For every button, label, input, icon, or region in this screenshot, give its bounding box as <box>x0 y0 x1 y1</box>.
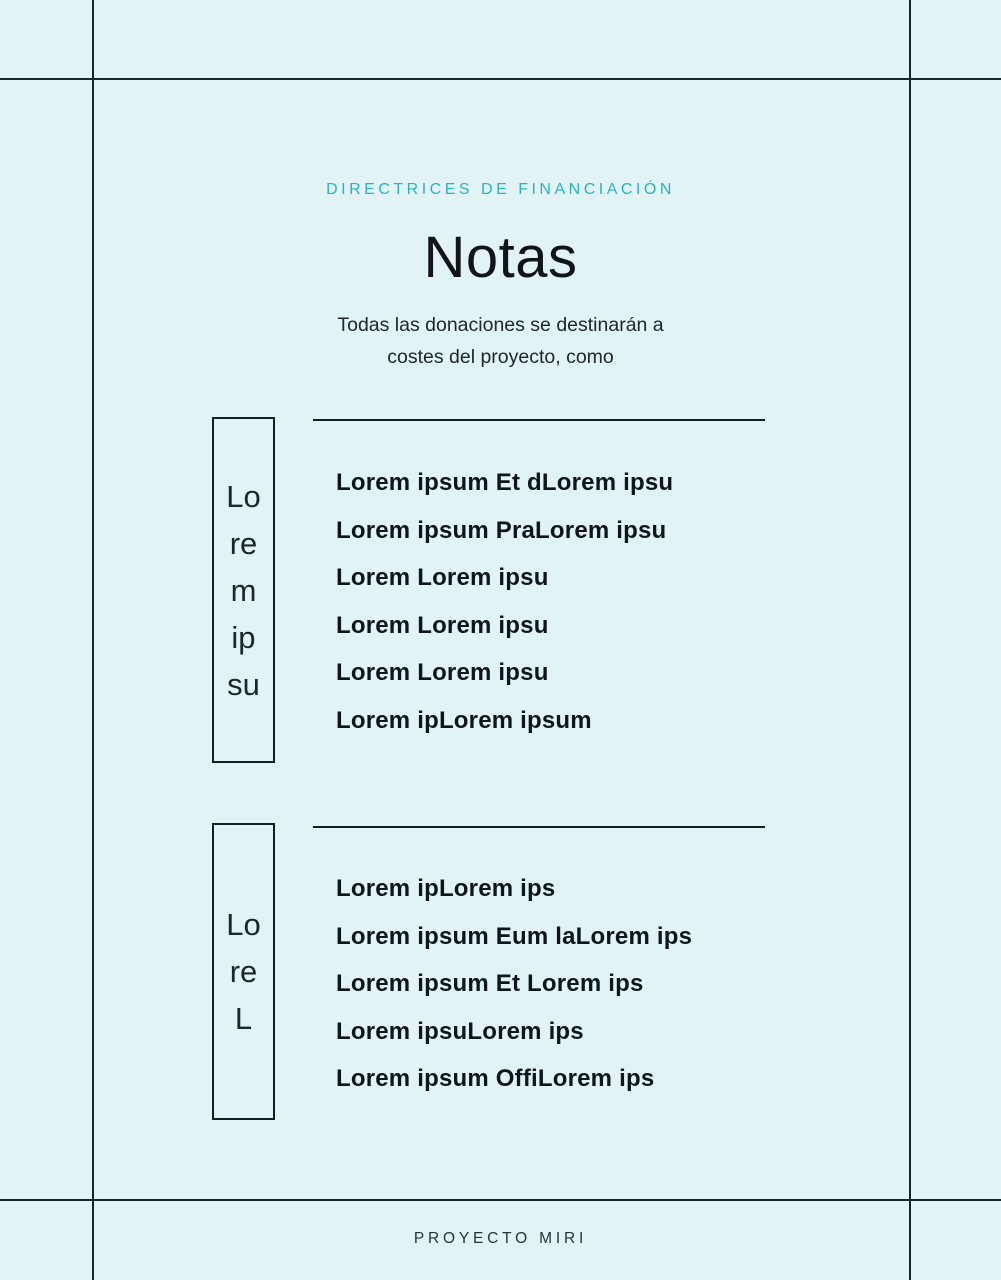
side-label-line: ip <box>231 619 256 655</box>
section-2-item-list <box>336 865 896 1103</box>
list-item: Lorem Lorem ipsu <box>336 659 549 687</box>
list-item: Lorem ipsum OffiLorem ips <box>336 1065 655 1093</box>
side-label-line: su <box>227 666 260 702</box>
list-item: Lorem ipsum PraLorem ipsu <box>336 516 667 544</box>
page-subtitle <box>0 309 1001 373</box>
side-label-line: Lo <box>226 478 261 514</box>
page-title: Notas <box>423 225 578 290</box>
side-label-line: re <box>229 954 258 989</box>
side-label-line: m <box>230 572 257 608</box>
section-2-side-label-box <box>212 823 275 1120</box>
section-1-divider-line <box>313 419 765 421</box>
list-item: Lorem ipsuLorem ips <box>336 1017 584 1045</box>
list-item: Lorem ipLorem ips <box>336 875 556 902</box>
subtitle-line-1: Todas las donaciones se destinarán a <box>337 314 664 336</box>
eyebrow-heading: DIRECTRICES DE FINANCIACIÓN <box>326 181 675 198</box>
list-item: Lorem ipLorem ipsum <box>336 706 592 734</box>
side-label-line: Lo <box>226 907 261 942</box>
frame-line-horizontal-top <box>0 78 1001 80</box>
list-item: Lorem ipsum Et dLorem ipsu <box>336 469 674 496</box>
list-item: Lorem ipsum Et Lorem ips <box>336 970 644 998</box>
side-label-line: re <box>229 525 258 561</box>
list-item: Lorem Lorem ipsu <box>336 611 549 639</box>
section-2-divider-line <box>313 826 765 828</box>
list-item: Lorem Lorem ipsu <box>336 564 549 592</box>
frame-line-horizontal-bottom <box>0 1199 1001 1201</box>
subtitle-line-2: costes del proyecto, como <box>387 346 614 368</box>
side-label-line: L <box>234 1001 253 1036</box>
section-1-item-list <box>336 459 896 745</box>
list-item: Lorem ipsum Eum laLorem ips <box>336 922 693 950</box>
section-1-side-label-box <box>212 417 275 763</box>
footer-project-name: PROYECTO MIRI <box>413 1230 588 1247</box>
